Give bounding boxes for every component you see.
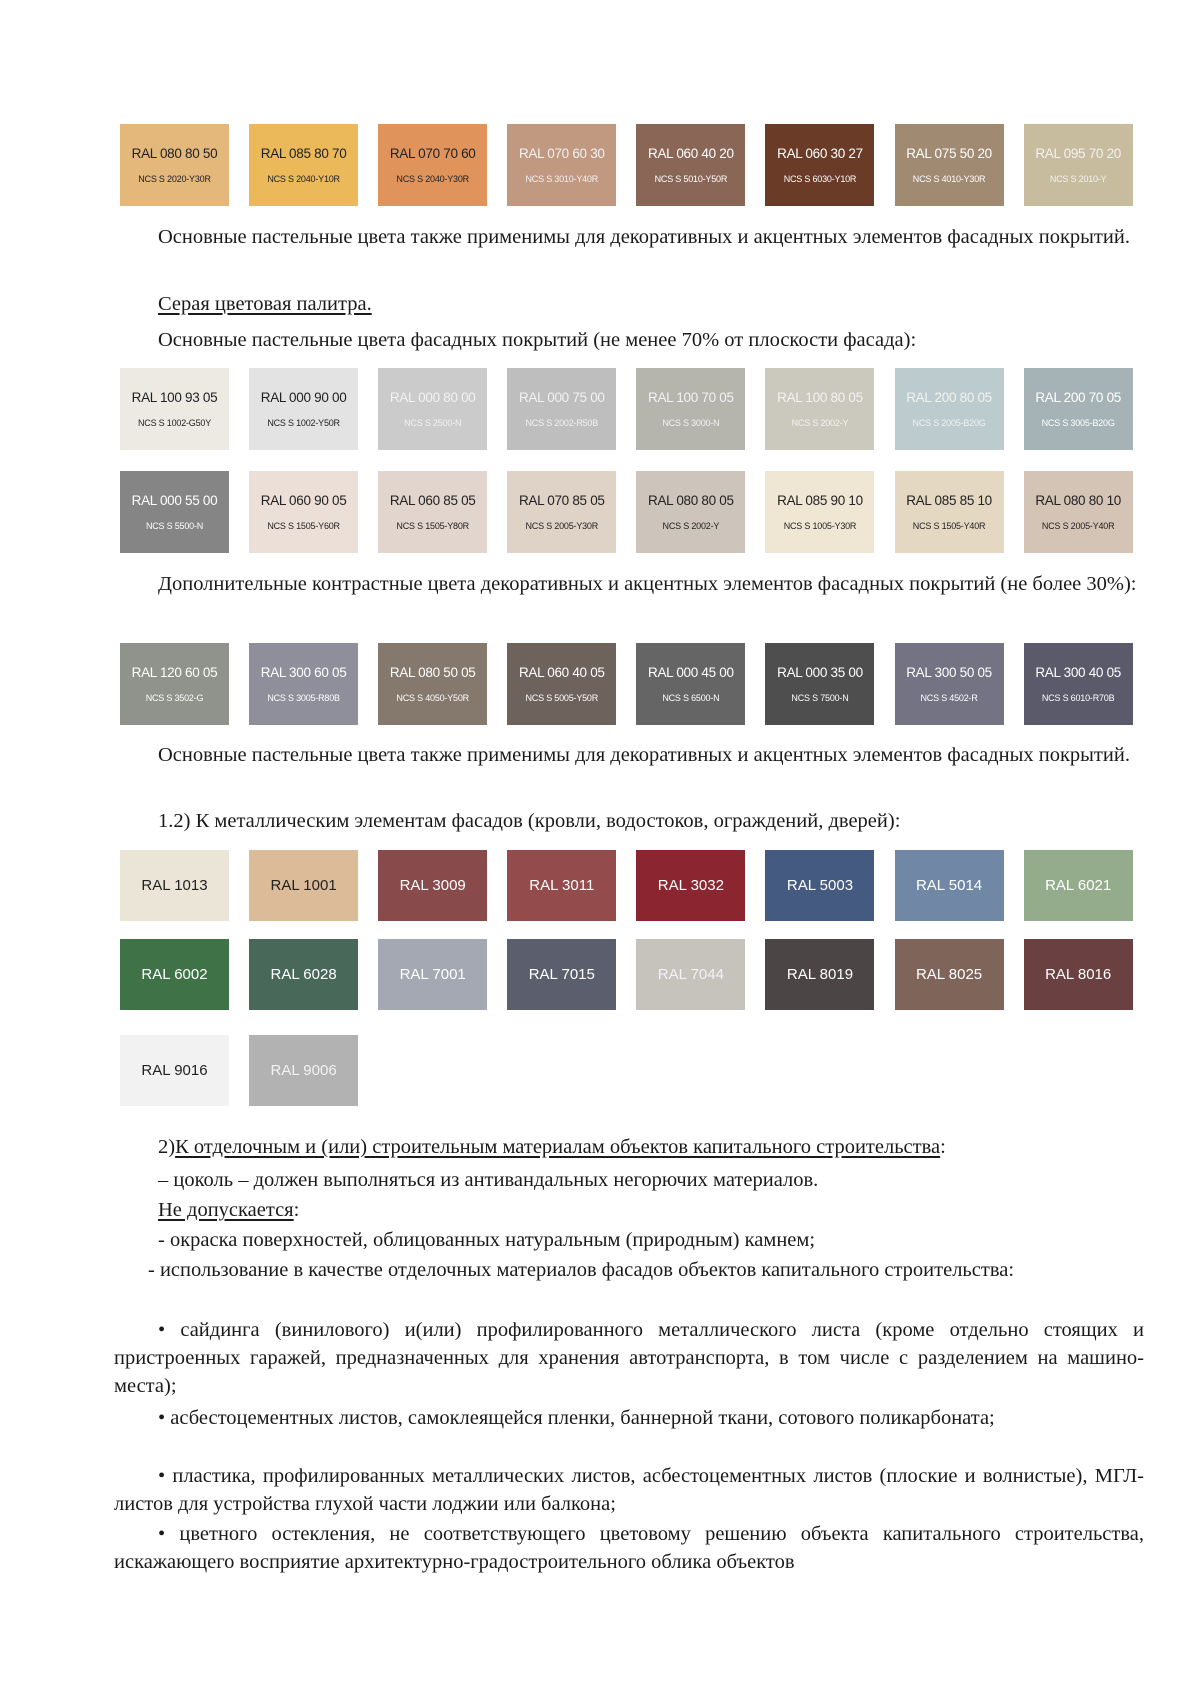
ncs-code: NCS S 1505-Y60R (267, 520, 340, 531)
color-swatch (1024, 124, 1133, 206)
swatch-row-gray-1 (120, 368, 1136, 450)
color-swatch (378, 939, 487, 1010)
color-swatch (249, 1035, 358, 1106)
ncs-code: NCS S 2040-Y10R (267, 173, 340, 184)
ncs-code: NCS S 3000-N (662, 417, 720, 428)
ral-code: RAL 120 60 05 (131, 664, 218, 680)
ncs-code: NCS S 1002-Y50R (267, 417, 340, 428)
item-plinth: – цоколь – должен выполняться из антивандальных негорючих материалов. (158, 1169, 819, 1191)
not-allowed-heading: Не допускается: (158, 1199, 300, 1221)
ral-code: RAL 8019 (786, 965, 854, 983)
bullet-item: • сайдинга (винилового) и(или) профилированного металлического листа (кроме отдельно стоящих и пристроенных гаражей, предназначенных для хранения автотранспорта, в том числе с разделением на машино-места); (114, 1319, 1144, 1397)
color-swatch (765, 124, 874, 206)
ral-code: RAL 7001 (399, 965, 466, 983)
ral-code: RAL 200 70 05 (1035, 389, 1121, 405)
ral-code: RAL 080 80 05 (648, 492, 734, 508)
ncs-code: NCS S 2002-Y (791, 417, 849, 428)
color-swatch (378, 368, 487, 450)
swatch-row-metal-2 (120, 939, 1136, 1010)
ncs-code: NCS S 2020-Y30R (138, 173, 211, 184)
color-swatch (120, 939, 229, 1010)
ral-code: RAL 060 40 05 (518, 664, 605, 680)
color-swatch (249, 850, 358, 921)
ral-code: RAL 8025 (915, 965, 983, 983)
color-swatch (636, 643, 745, 725)
color-swatch (765, 471, 874, 553)
color-swatch (895, 124, 1004, 206)
ral-code: RAL 080 80 10 (1035, 492, 1121, 508)
ral-code: RAL 6028 (270, 965, 337, 983)
swatch-row-gray-2 (120, 471, 1136, 553)
color-swatch (507, 368, 616, 450)
ncs-code: NCS S 1005-Y30R (783, 520, 857, 531)
color-swatch (636, 124, 745, 206)
color-swatch (636, 939, 745, 1010)
ral-code: RAL 3009 (399, 876, 466, 894)
ncs-code: NCS S 4502-R (920, 692, 978, 703)
color-swatch (507, 124, 616, 206)
ncs-code: NCS S 7500-N (791, 692, 849, 703)
ncs-code: NCS S 3005-R80B (267, 692, 340, 703)
ral-code: RAL 075 50 20 (906, 145, 992, 161)
color-swatch (636, 471, 745, 553)
ral-code: RAL 060 30 27 (777, 145, 863, 161)
color-swatch (120, 368, 229, 450)
paragraph-pastel-note-1: Основные пастельные цвета также применимы для декоративных и акцентных элементов фасадных покрытий. (158, 226, 1130, 248)
ral-code: RAL 060 90 05 (260, 492, 347, 508)
ncs-code: NCS S 2040-Y30R (396, 173, 469, 184)
ncs-code: NCS S 2005-Y40R (1041, 520, 1115, 531)
ral-code: RAL 6002 (141, 965, 208, 983)
ncs-code: NCS S 6030-Y10R (783, 173, 857, 184)
ral-code: RAL 9006 (270, 1061, 337, 1079)
ral-code: RAL 000 90 00 (260, 389, 347, 405)
color-swatch (895, 368, 1004, 450)
ral-code: RAL 060 85 05 (389, 492, 476, 508)
ncs-code: NCS S 2005-Y30R (525, 520, 599, 531)
color-swatch (249, 124, 358, 206)
color-swatch (378, 643, 487, 725)
ral-code: RAL 300 60 05 (260, 664, 347, 680)
color-swatch (378, 471, 487, 553)
ral-code: RAL 1001 (270, 876, 337, 894)
color-swatch (1024, 643, 1133, 725)
color-swatch (895, 471, 1004, 553)
color-swatch (378, 850, 487, 921)
ncs-code: NCS S 3010-Y40R (525, 173, 599, 184)
ncs-code: NCS S 5500-N (145, 520, 204, 531)
color-swatch (765, 368, 874, 450)
section-2-heading: 2)К отделочным и (или) строительным материалам объектов капитального строительства: (158, 1136, 946, 1158)
ncs-code: NCS S 2500-N (404, 417, 462, 428)
ncs-code: NCS S 1002-G50Y (137, 417, 212, 428)
ral-code: RAL 3032 (657, 876, 724, 894)
swatch-row-metal-3 (120, 1035, 1136, 1106)
ral-code: RAL 7044 (657, 965, 724, 983)
color-swatch (1024, 939, 1133, 1010)
ral-code: RAL 8016 (1045, 965, 1112, 983)
color-swatch (120, 850, 229, 921)
ral-code: RAL 1013 (141, 876, 208, 894)
ral-code: RAL 085 80 70 (260, 145, 347, 161)
ral-code: RAL 5014 (915, 876, 983, 894)
ncs-code: NCS S 2002-R50B (525, 417, 599, 428)
ral-code: RAL 3011 (529, 876, 595, 894)
ncs-code: NCS S 5010-Y50R (654, 173, 728, 184)
metal-elements-heading: 1.2) К металлическим элементам фасадов (кровли, водостоков, ограждений, дверей): (158, 810, 901, 832)
ral-code: RAL 000 55 00 (131, 492, 218, 508)
ral-code: RAL 9016 (141, 1061, 208, 1079)
color-swatch (895, 939, 1004, 1010)
paragraph-gray-main: Основные пастельные цвета фасадных покрытий (не менее 70% от плоскости фасада): (158, 329, 917, 351)
ncs-code: NCS S 1505-Y80R (396, 520, 469, 531)
ncs-code: NCS S 5005-Y50R (525, 692, 599, 703)
gray-palette-heading: Серая цветовая палитра. (158, 293, 372, 315)
color-swatch (378, 124, 487, 206)
ral-code: RAL 070 60 30 (518, 145, 605, 161)
ral-code: RAL 085 90 10 (777, 492, 863, 508)
swatch-row-warm (120, 124, 1136, 206)
swatch-row-metal-1 (120, 850, 1136, 921)
ral-code: RAL 100 70 05 (648, 389, 734, 405)
ral-code: RAL 080 80 50 (131, 145, 218, 161)
color-swatch (249, 368, 358, 450)
paragraph-contrast: Дополнительные контрастные цвета декоративных и акцентных элементов фасадных покрытий (не более 30%): (158, 573, 1137, 595)
ral-code: RAL 5003 (786, 876, 854, 894)
color-swatch (1024, 471, 1133, 553)
ral-code: RAL 000 45 00 (648, 664, 734, 680)
bullet-item: • цветного остекления, не соответствующего цветовому решению объекта капитального строительства, искажающего восприятие архитектурно-градостроительного облика объектов (114, 1523, 1144, 1573)
color-swatch (895, 643, 1004, 725)
ncs-code: NCS S 6010-R70B (1041, 692, 1115, 703)
swatch-row-contrast (120, 643, 1136, 725)
ral-code: RAL 060 40 20 (648, 145, 734, 161)
item-paint: - окраска поверхностей, облицованных натуральным (природным) камнем; (158, 1229, 816, 1251)
color-swatch (507, 850, 616, 921)
ral-code: RAL 100 80 05 (777, 389, 863, 405)
color-swatch (507, 643, 616, 725)
color-swatch (249, 471, 358, 553)
ral-code: RAL 070 70 60 (389, 145, 476, 161)
ncs-code: NCS S 2002-Y (662, 520, 720, 531)
ral-code: RAL 300 40 05 (1035, 664, 1121, 680)
ral-code: RAL 000 35 00 (777, 664, 863, 680)
color-swatch (765, 850, 874, 921)
ncs-code: NCS S 4010-Y30R (912, 173, 986, 184)
color-swatch (120, 643, 229, 725)
color-swatch (120, 1035, 229, 1106)
ral-code: RAL 300 50 05 (906, 664, 992, 680)
ral-code: RAL 000 80 00 (389, 389, 476, 405)
ral-code: RAL 070 85 05 (518, 492, 605, 508)
color-swatch (895, 850, 1004, 921)
color-swatch (120, 124, 229, 206)
bullet-item: • асбестоцементных листов, самоклеящейся пленки, баннерной ткани, сотового поликарбоната; (158, 1407, 995, 1429)
ral-code: RAL 095 70 20 (1035, 145, 1121, 161)
color-swatch (120, 471, 229, 553)
color-swatch (1024, 368, 1133, 450)
color-swatch (636, 368, 745, 450)
paragraph-pastel-note-2: Основные пастельные цвета также применимы для декоративных и акцентных элементов фасадных покрытий. (158, 744, 1130, 766)
color-swatch (636, 850, 745, 921)
ncs-code: NCS S 3502-G (145, 692, 204, 703)
ral-code: RAL 7015 (528, 965, 595, 983)
color-swatch (765, 939, 874, 1010)
ral-code: RAL 6021 (1045, 876, 1112, 894)
ncs-code: NCS S 2010-Y (1049, 173, 1107, 184)
ral-code: RAL 080 50 05 (389, 664, 476, 680)
color-swatch (249, 939, 358, 1010)
color-swatch (765, 643, 874, 725)
ral-code: RAL 200 80 05 (906, 389, 992, 405)
color-swatch (507, 471, 616, 553)
ncs-code: NCS S 6500-N (662, 692, 720, 703)
color-swatch (249, 643, 358, 725)
ncs-code: NCS S 3005-B20G (1041, 417, 1115, 428)
ral-code: RAL 085 85 10 (906, 492, 992, 508)
color-swatch (507, 939, 616, 1010)
ncs-code: NCS S 2005-B20G (912, 417, 986, 428)
ncs-code: NCS S 4050-Y50R (396, 692, 469, 703)
item-use: - использование в качестве отделочных материалов фасадов объектов капитального строительства: (148, 1259, 1015, 1281)
ral-code: RAL 100 93 05 (131, 389, 218, 405)
color-swatch (1024, 850, 1133, 921)
ncs-code: NCS S 1505-Y40R (912, 520, 986, 531)
ral-code: RAL 000 75 00 (518, 389, 605, 405)
bullet-item: • пластика, профилированных металлических листов, асбестоцементных листов (плоские и волнистые), МГЛ-листов для устройства глухой части лоджии или балкона; (114, 1465, 1144, 1515)
